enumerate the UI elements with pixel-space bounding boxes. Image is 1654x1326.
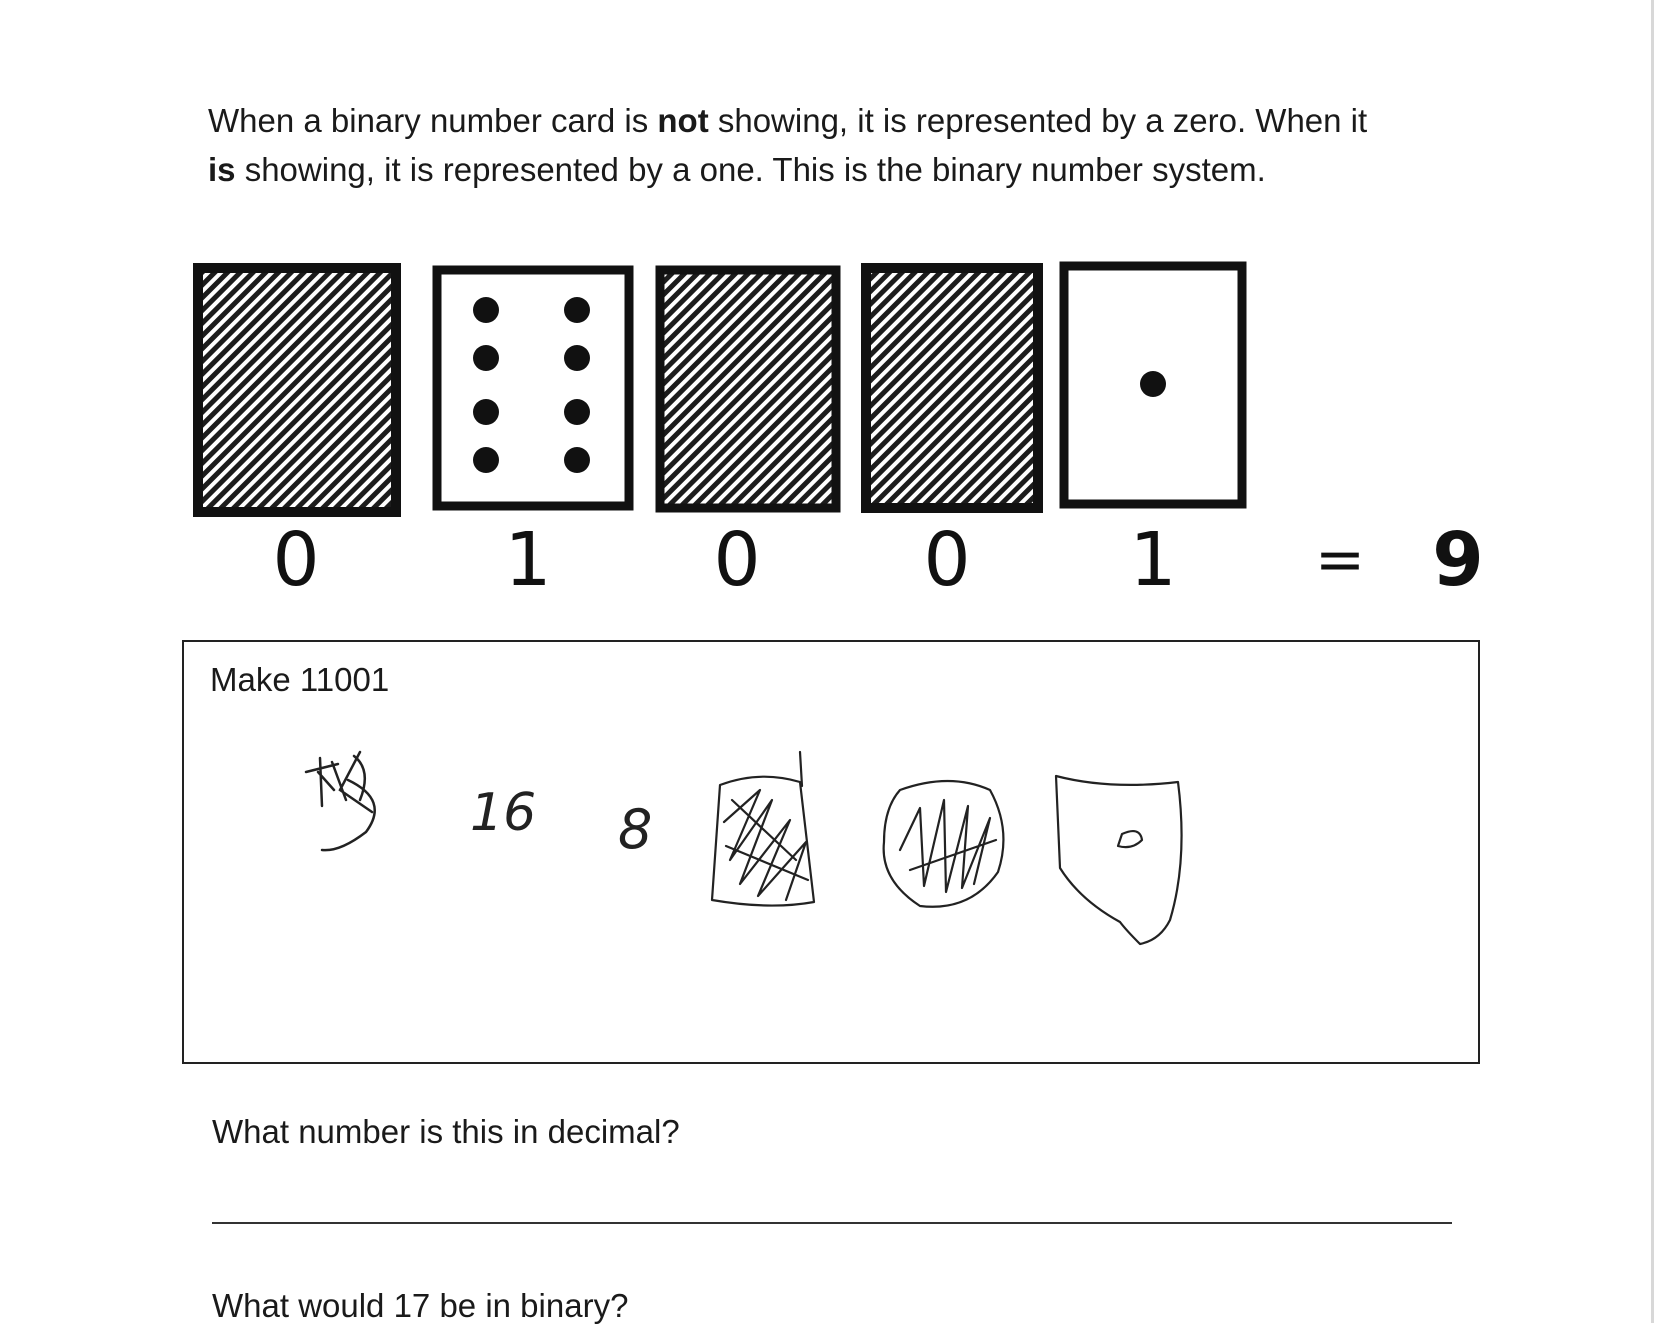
intro-bold-not: not <box>657 102 709 139</box>
handwritten-label-16: 16 <box>470 783 537 843</box>
binary-digit-3: 0 <box>713 517 761 603</box>
answer-line[interactable] <box>212 1222 1452 1224</box>
handwritten-scribbled-card-2 <box>884 781 1004 907</box>
intro-bold-is: is <box>208 151 236 188</box>
binary-digit-1: 0 <box>272 517 320 603</box>
intro-text-3: showing, it is represented by a one. This is the binary number system. <box>235 151 1266 188</box>
handwritten-card-one-dot <box>1056 776 1182 944</box>
binary-digit-5: 1 <box>1129 517 1177 603</box>
handwritten-label-8: 8 <box>618 798 653 861</box>
intro-text-1: When a binary number card is <box>208 102 658 139</box>
decimal-result: 9 <box>1432 517 1484 603</box>
handwritten-scribbled-card-1 <box>712 752 814 906</box>
handwritten-scribble-32 <box>306 752 375 850</box>
question-decimal: What number is this in decimal? <box>212 1113 680 1150</box>
binary-digit-4: 0 <box>923 517 971 603</box>
question-binary: What would 17 be in binary? <box>212 1287 629 1324</box>
activity-title: Make 11001 <box>210 661 390 698</box>
equals-sign: = <box>1314 525 1366 595</box>
intro-text-2: showing, it is represented by a zero. When it <box>708 102 1368 139</box>
binary-digit-2: 1 <box>504 517 552 603</box>
